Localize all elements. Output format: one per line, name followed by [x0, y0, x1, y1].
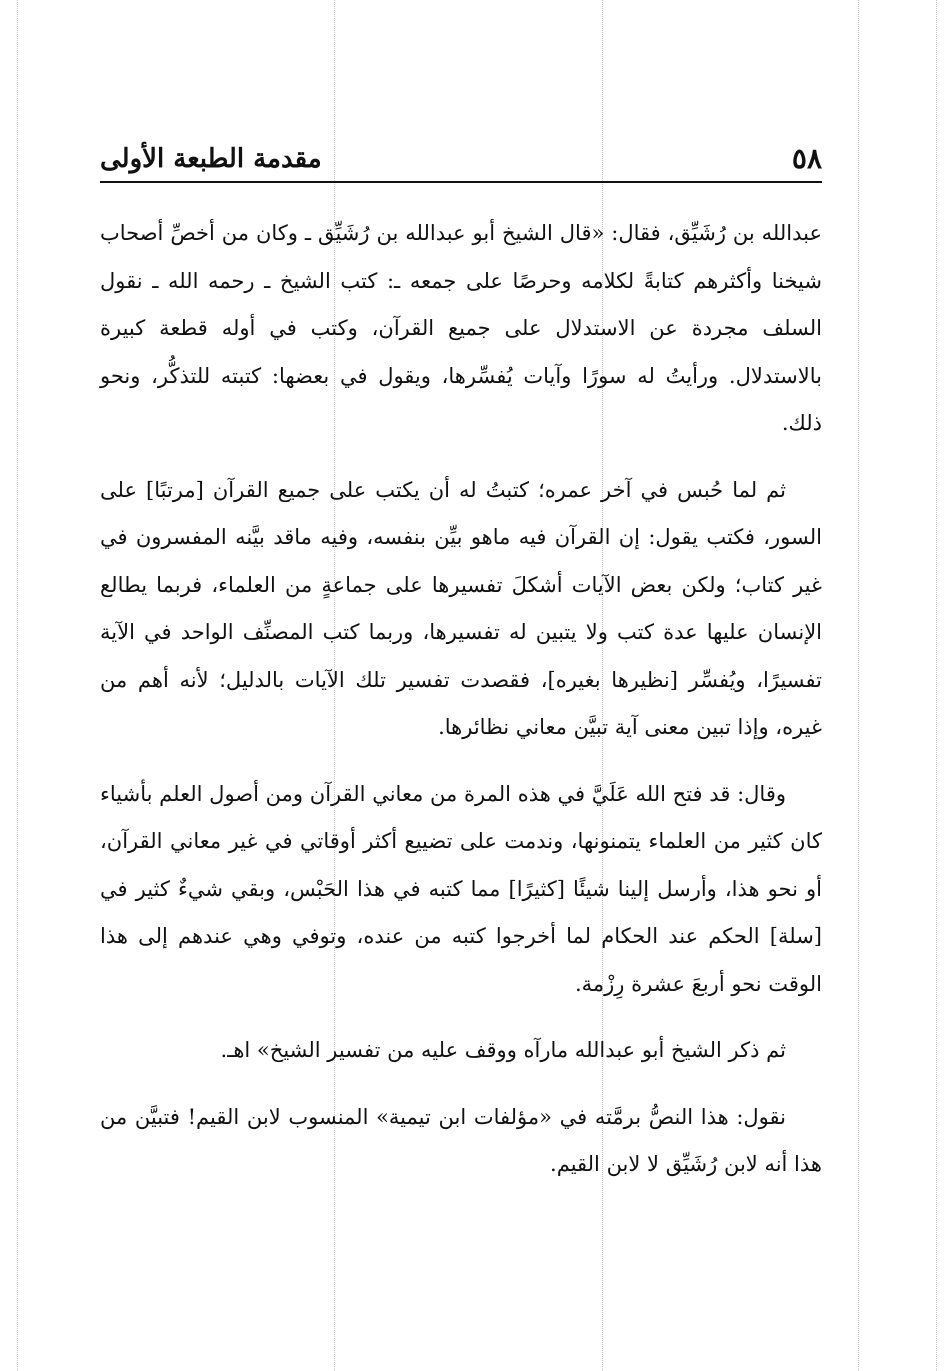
running-title: مقدمة الطبعة الأولى — [100, 144, 322, 174]
body-text — [100, 210, 822, 1208]
paragraph: ثم ذكر الشيخ أبو عبدالله مارآه ووقف عليه من تفسير الشيخ» اهـ. — [220, 1038, 786, 1062]
scan-line — [858, 0, 859, 1371]
scan-line — [17, 0, 18, 1371]
paragraph: ثم لما حُبس في آخر عمره؛ كتبتُ له أن يكتب على جميع القرآن [مرتبًا] على السور، فكتب يقول: إن القرآن فيه ماهو بيِّن بنفسه، وفيه ماقد بيَّنه المفسرون في غير كتاب؛ ولكن بعض الآيات أشكلَ تفسيرها على جماعةٍ من العلماء، فربما يطالع الإنسان عليها عدة كتب ولا يتبين له تفسيرها، وربما كتب المصنِّف الواحد في الآية تفسيرًا، ويُفسِّر [نظيرها بغيره]، فقصدت تفسير تلك الآيات بالدليل؛ لأنه أهم من غيره، وإذا تبين معنى آية تبيَّن معاني نظائرها. — [100, 477, 823, 739]
page-header — [100, 138, 822, 180]
header-rule — [100, 181, 822, 183]
paragraph: نقول: هذا النصُّ برمَّته في «مؤلفات ابن تيمية» المنسوب لابن القيم! فتبيَّن من هذا أنه لابن رُشَيِّق لا لابن القيم. — [100, 1104, 822, 1176]
paragraph: وقال: قد فتح الله عَلَيَّ في هذه المرة من معاني القرآن ومن أصول العلم بأشياء كان كثير من العلماء يتمنونها، وندمت على تضييع أكثر أوقاتي في غير معاني القرآن، أو نحو هذا، وأرسل إلينا شيئًا [كثيرًا] مما كتبه في هذا الحَبْس، وبقي شيءٌ كثير في [سلة] الحكم عند الحكام لما أخرجوا كتبه من عنده، وتوفي وهي عندهم إلى هذا الوقت نحو أربعَ عشرة رِزْمة. — [100, 781, 822, 996]
page-number: ٥٨ — [791, 142, 822, 175]
scan-line — [936, 0, 937, 1371]
paragraph: عبدالله بن رُشَيِّق، فقال: «قال الشيخ أبو عبدالله بن رُشَيِّق ـ وكان من أخصِّ أصحاب شيخنا وأكثرهم كتابةً لكلامه وحرصًا على جمعه ـ: كتب الشيخ ـ رحمه الله ـ نقول السلف مجردة عن الاستدلال على جميع القرآن، وكتب في أوله قطعة كبيرة بالاستدلال. ورأيتُ له سورًا وآيات يُفسِّرها، ويقول في بعضها: كتبته للتذكُّر، ونحو ذلك. — [100, 221, 822, 435]
